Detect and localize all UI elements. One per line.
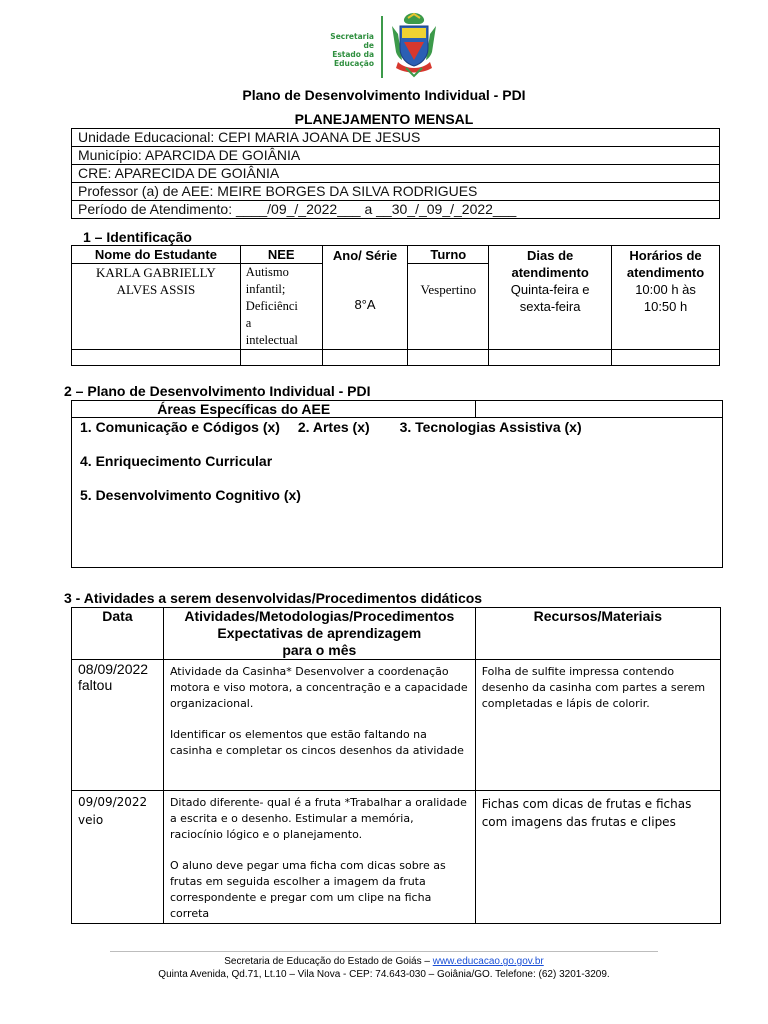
atividade-paragraph: Atividade da Casinha* Desenvolver a coordenação motora e viso motora, a concentração e a capacidade organizacional.	[169, 665, 468, 710]
estudante-nee	[240, 264, 322, 350]
municipio: Município: APARCIDA DE GOIÂNIA	[72, 147, 720, 165]
ano-value: 8°A	[354, 296, 376, 312]
empty-cell	[489, 350, 612, 366]
estudante-horarios	[612, 247, 720, 350]
empty-cell	[72, 350, 241, 366]
estudante-nome-text: KARLA GABRIELLY ALVES ASSIS	[96, 265, 216, 297]
school-info-table	[71, 128, 720, 219]
estudante-ano	[322, 247, 408, 350]
atividade-paragraph: Identificar os elementos que estão faltando na casinha e completar os cincos desenhos da atividade	[169, 728, 464, 757]
professor-aee: Professor (a) de AEE: MEIRE BORGES DA SILVA RODRIGUES	[72, 183, 720, 201]
row-2-data	[72, 791, 164, 924]
header-atividades	[163, 608, 475, 660]
header-atividades-line: Atividades/Metodologias/Procedimentos	[184, 608, 455, 624]
aee-areas-table	[71, 400, 723, 568]
row-1-data	[72, 660, 164, 791]
logo-line-2: Estado da	[332, 50, 374, 59]
footer-line-1	[0, 955, 768, 968]
atividades-table	[71, 607, 721, 924]
header-turno: Turno	[408, 246, 489, 264]
header-nome-estudante: Nome do Estudante	[72, 246, 241, 264]
cre: CRE: APARECIDA DE GOIÂNIA	[72, 165, 720, 183]
area-desenvolvimento-cognitivo: 5. Desenvolvimento Cognitivo (x)	[80, 487, 301, 503]
row-1-recursos: Folha de sulfite impressa contendo desenho da casinha com partes a serem completadas e lápis de colorir.	[475, 660, 720, 791]
header-dias-label: Dias de atendimento	[511, 247, 589, 280]
empty-cell	[322, 350, 408, 366]
empty-cell	[612, 350, 720, 366]
header-atividades-line: para o mês	[282, 642, 357, 658]
area-line-1	[80, 419, 582, 435]
footer-secretaria-text: Secretaria de Educação do Estado de Goiás –	[224, 956, 433, 967]
header-atividades-line: Expectativas de aprendizagem	[217, 625, 422, 641]
document-title: Plano de Desenvolvimento Individual - PDI	[242, 87, 526, 103]
identificacao-table	[71, 245, 720, 366]
row-status: faltou	[78, 677, 113, 693]
periodo-atendimento: Período de Atendimento: ____/09_/_2022___ a __30_/_09_/_2022___	[72, 201, 720, 219]
unidade-educacional: Unidade Educacional: CEPI MARIA JOANA DE JESUS	[72, 129, 720, 147]
areas-header: Áreas Específicas do AEE	[72, 401, 476, 418]
row-status: veio	[78, 813, 104, 827]
area-tecnologias: 3. Tecnologias Assistiva (x)	[399, 419, 582, 435]
logo-line-3: Educação	[334, 59, 374, 68]
atividade-paragraph: Ditado diferente- qual é a fruta *Trabalhar a oralidade a escrita e o desenho. Estimular a memória, raciocínio lógico e o planejamento.	[169, 796, 467, 841]
row-date: 08/09/2022	[78, 661, 149, 677]
areas-list	[72, 418, 723, 568]
footer-address: Quinta Avenida, Qd.71, Lt.10 – Vila Nova - CEP: 74.643-030 – Goiânia/GO. Telefone: (62) 3201-3209.	[158, 969, 610, 980]
nee-line: Autismo	[245, 265, 289, 279]
nee-line: Deficiênci	[245, 299, 298, 313]
header-nee: NEE	[240, 246, 322, 264]
area-enriquecimento: 4. Enriquecimento Curricular	[80, 453, 273, 469]
header-recursos: Recursos/Materiais	[475, 608, 720, 660]
header-data: Data	[72, 608, 164, 660]
row-2-recursos: Fichas com dicas de frutas e fichas com imagens das frutas e clipes	[475, 791, 720, 924]
header-ano-serie-label: Ano/ Série	[332, 247, 398, 263]
goias-crest-icon	[388, 12, 440, 78]
row-date: 09/09/2022	[78, 795, 148, 809]
horarios-value: 10:00 h às 10:50 h	[635, 281, 696, 314]
logo-divider	[381, 16, 383, 78]
estudante-dias	[489, 247, 612, 350]
empty-cell	[408, 350, 489, 366]
secretaria-logo-text	[318, 32, 374, 68]
section-pdi-title: 2 – Plano de Desenvolvimento Individual - PDI	[64, 383, 371, 399]
document-subtitle: PLANEJAMENTO MENSAL	[294, 111, 474, 127]
header-horarios-label: Horários de atendimento	[626, 247, 705, 280]
row-2-atividades	[163, 791, 475, 924]
section-atividades-title: 3 - Atividades a serem desenvolvidas/Procedimentos didáticos	[64, 590, 483, 606]
nee-line: infantil;	[245, 282, 286, 296]
logo-line-1: Secretaria de	[330, 32, 374, 50]
section-identificacao-title: 1 – Identificação	[83, 229, 192, 245]
estudante-nome	[72, 264, 241, 350]
atividade-paragraph: O aluno deve pegar uma ficha com dicas sobre as frutas em seguida escolher a imagem da fruta correspondente e pregar com um clipe na ficha correta	[169, 859, 446, 920]
estudante-turno: Vespertino	[408, 264, 489, 350]
row-1-atividades	[163, 660, 475, 791]
area-comunicacao: 1. Comunicação e Códigos (x)	[80, 419, 280, 435]
areas-header-empty	[476, 401, 723, 418]
nee-line: a	[245, 316, 252, 330]
empty-cell	[240, 350, 322, 366]
area-artes: 2. Artes (x)	[297, 419, 370, 435]
nee-line: intelectual	[245, 333, 298, 347]
dias-value: Quinta-feira e sexta-feira	[510, 281, 590, 314]
footer-divider	[110, 951, 658, 952]
footer-website-link[interactable]: www.educacao.go.gov.br	[432, 956, 544, 967]
